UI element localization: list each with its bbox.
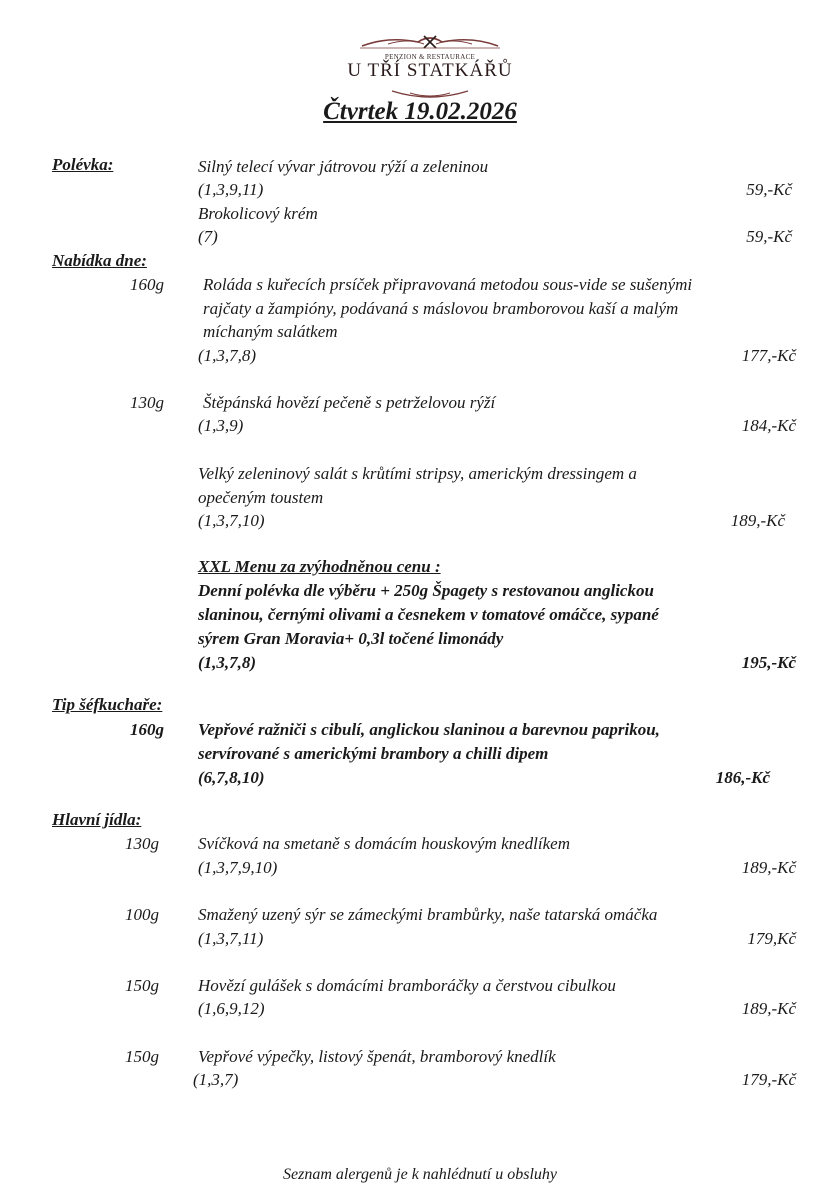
xxl-menu-heading: XXL Menu za zvýhodněnou cenu : <box>198 557 441 576</box>
dish-name: Svíčková na smetaně s domácím houskovým knedlíkem <box>198 834 570 853</box>
dish-weight: 160g <box>130 720 164 739</box>
allergen-note: Seznam alergenů je k nahlédnutí u obsluhy <box>282 1166 558 1183</box>
dish-name: Silný telecí vývar játrovou rýží a zeleninou <box>198 157 489 176</box>
section-label-daily: Nabídka dne: <box>52 251 147 270</box>
dish-name-line: míchaným salátkem <box>203 322 338 341</box>
dish-allergens: (7) <box>198 227 218 246</box>
dish-price: 177,-Kč <box>741 346 796 365</box>
logo-name: U TŘÍ STATKÁŘŮ <box>347 60 513 81</box>
dish-price: 179,-Kč <box>741 1070 796 1089</box>
dish-allergens: (6,7,8,10) <box>198 768 265 787</box>
dish-name: Smažený uzený sýr se zámeckými brambůrky, naše tatarská omáčka <box>198 905 658 924</box>
dish-weight: 150g <box>125 976 159 995</box>
dish-weight: 130g <box>125 834 159 853</box>
dish-weight: 130g <box>130 393 164 412</box>
dish-name: Štěpánská hovězí pečeně s petrželovou rýží <box>203 393 496 412</box>
dish-price: 59,-Kč <box>746 227 792 246</box>
dish-price: 59,-Kč <box>746 180 792 199</box>
xxl-menu-line: Denní polévka dle výběru + 250g Špagety s restovanou anglickou <box>198 581 654 600</box>
dish-allergens: (1,3,7,8) <box>198 653 257 672</box>
dish-name-line: Roláda s kuřecích prsíček připravovaná metodou sous-vide se sušenými <box>203 275 693 294</box>
page-title: Čtvrtek 19.02.2026 <box>323 98 517 125</box>
dish-price: 189,-Kč <box>730 511 785 530</box>
restaurant-logo <box>340 34 520 104</box>
dish-name: Brokolicový krém <box>198 204 318 223</box>
dish-allergens: (1,3,9) <box>198 416 244 435</box>
dish-allergens: (1,3,7) <box>193 1070 239 1089</box>
ornament-top-icon <box>358 34 502 50</box>
dish-name-line: rajčaty a žampióny, podávaná s máslovou bramborovou kaší a malým <box>203 299 679 318</box>
section-label-main: Hlavní jídla: <box>52 810 142 829</box>
dish-price: 184,-Kč <box>741 416 796 435</box>
logo-subtitle: PENZION & RESTAURACE <box>384 53 476 61</box>
dish-name-line: opečeným toustem <box>198 488 324 507</box>
dish-weight: 100g <box>125 905 159 924</box>
dish-name-line: Velký zeleninový salát s krůtími stripsy, americkým dressingem a <box>198 464 637 483</box>
dish-allergens: (1,3,9,11) <box>198 180 264 199</box>
dish-name: Vepřové výpečky, listový špenát, bramborový knedlík <box>198 1047 556 1066</box>
dish-price: 186,-Kč <box>715 768 770 787</box>
dish-allergens: (1,6,9,12) <box>198 999 265 1018</box>
dish-name-line: servírované s americkými brambory a chilli dipem <box>198 744 549 763</box>
dish-allergens: (1,3,7,11) <box>198 929 264 948</box>
dish-weight: 150g <box>125 1047 159 1066</box>
dish-price: 179,Kč <box>747 929 796 948</box>
xxl-menu-line: sýrem Gran Moravia+ 0,3l točené limonády <box>198 629 504 648</box>
dish-price: 189,-Kč <box>741 858 796 877</box>
dish-price: 189,-Kč <box>741 999 796 1018</box>
dish-price: 195,-Kč <box>741 653 796 672</box>
dish-allergens: (1,3,7,8) <box>198 346 257 365</box>
dish-name: Hovězí gulášek s domácími bramboráčky a čerstvou cibulkou <box>198 976 616 995</box>
dish-allergens: (1,3,7,9,10) <box>198 858 278 877</box>
section-label-soup: Polévka: <box>52 155 114 174</box>
xxl-menu-line: slaninou, černými olivami a česnekem v tomatové omáčce, sypané <box>198 605 659 624</box>
dish-name-line: Vepřové ražniči s cibulí, anglickou slaninou a barevnou paprikou, <box>198 720 660 739</box>
dish-allergens: (1,3,7,10) <box>198 511 265 530</box>
section-label-chef-tip: Tip šéfkuchaře: <box>52 695 163 714</box>
dish-weight: 160g <box>130 275 164 294</box>
